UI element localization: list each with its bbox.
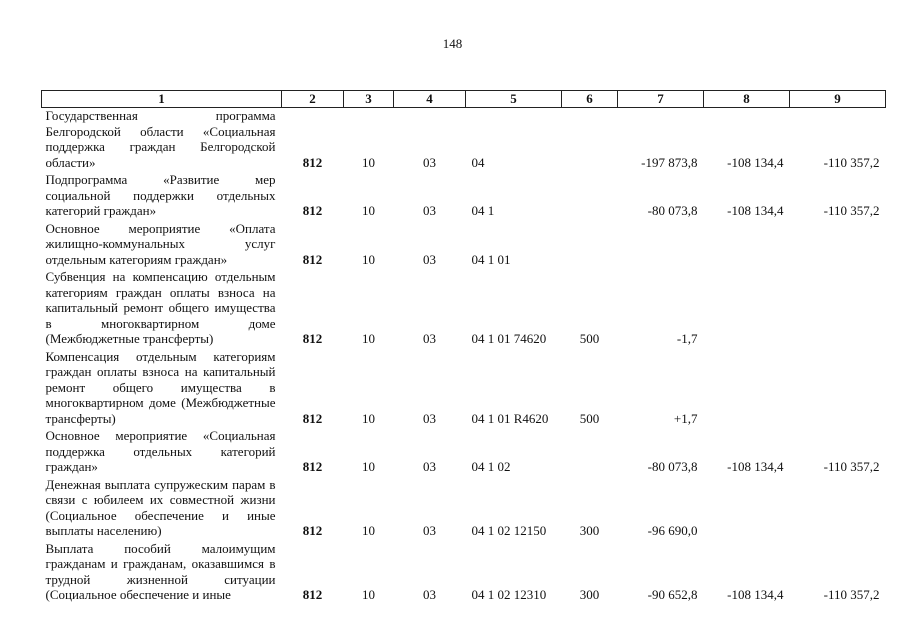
table-row [42,269,886,349]
cell-subsection: 03 [423,331,436,346]
page-number: 148 [442,36,463,51]
cell-ministry: 812 [302,154,323,170]
column-header: 3 [344,91,394,108]
cell-ministry: 812 [302,410,323,426]
cell-amount-3 [790,477,886,541]
header-row [42,91,886,108]
cell-target-code: 04 1 01 R4620 [471,410,549,426]
cell-amount-1: -197 873,8 [641,154,698,170]
row-description: Основное мероприятие «Оплата жилищно-коммунальных услуг отдельным категориям граждан» [45,220,276,267]
row-description: Компенсация отдельным категориям граждан оплаты взноса на капитальный ремонт общего имущества в многоквартирном доме (Межбюджетные трансферты) [45,348,276,426]
cell-expense-type [562,172,618,221]
column-header: 4 [394,91,466,108]
cell-amount-2: -108 134,4 [727,459,784,474]
cell-section: 10 [362,459,375,474]
cell-amount-1: -1,7 [676,331,698,346]
cell-ministry: 812 [302,523,323,538]
cell-ministry: 812 [302,251,323,267]
cell-section: 10 [362,523,375,538]
cell-amount-1 [618,221,704,270]
table-row [42,108,886,173]
cell-amount-2 [704,221,790,270]
column-header: 5 [466,91,562,108]
cell-ministry: 812 [302,331,323,346]
cell-section: 10 [362,331,375,346]
cell-ministry: 812 [302,587,323,602]
column-header: 6 [562,91,618,108]
cell-target-code: 04 1 02 [471,459,511,474]
column-header: 7 [618,91,704,108]
cell-amount-2 [704,349,790,429]
row-description: Основное мероприятие «Социальная поддержка отдельных категорий граждан» [45,428,276,474]
row-description: Подпрограмма «Развитие мер социальной поддержки отдельных категорий граждан» [45,172,276,218]
column-header: 2 [282,91,344,108]
row-description: Государственная программа Белгородской области «Социальная поддержка граждан Белгородской области» [45,108,276,170]
cell-subsection: 03 [423,251,436,267]
cell-section: 10 [362,154,375,170]
cell-section: 10 [362,587,375,602]
cell-amount-2: -108 134,4 [727,154,784,170]
cell-amount-2 [704,477,790,541]
cell-subsection: 03 [423,523,436,538]
table-row [42,221,886,270]
table-row [42,349,886,429]
cell-target-code: 04 1 01 [471,251,511,267]
cell-section: 10 [362,203,375,218]
cell-amount-3 [790,221,886,270]
cell-expense-type: 500 [579,331,600,346]
cell-amount-1: -80 073,8 [647,203,698,218]
cell-subsection: 03 [423,410,436,426]
cell-amount-3: -110 357,2 [823,154,880,170]
budget-table [41,90,886,605]
column-header: 9 [790,91,886,108]
cell-expense-type [562,221,618,270]
cell-expense-type [562,108,618,173]
table-row [42,477,886,541]
cell-target-code: 04 1 [471,203,495,218]
cell-ministry: 812 [302,203,323,218]
table-row [42,541,886,605]
row-description: Субвенция на компенсацию отдельным категориям граждан оплаты взноса на капитальный ремонт общего имущества в многоквартирном доме (Межбюджетные трансферты) [45,269,276,346]
column-header: 8 [704,91,790,108]
cell-subsection: 03 [423,587,436,602]
cell-amount-2: -108 134,4 [727,203,784,218]
cell-ministry: 812 [302,459,323,474]
cell-subsection: 03 [423,459,436,474]
cell-amount-2: -108 134,4 [727,587,784,602]
cell-amount-1: -96 690,0 [647,523,698,538]
cell-expense-type: 500 [579,410,600,426]
cell-amount-1: +1,7 [673,410,698,426]
cell-target-code: 04 1 02 12310 [471,587,547,602]
cell-section: 10 [362,251,375,267]
cell-amount-1: -80 073,8 [647,459,698,474]
cell-amount-3: -110 357,2 [823,459,880,474]
table-row [42,172,886,221]
cell-expense-type [562,428,618,477]
cell-section: 10 [362,410,375,426]
cell-subsection: 03 [423,154,436,170]
cell-target-code: 04 [471,154,485,170]
row-description: Выплата пособий малоимущим гражданам и гражданам, оказавшимся в трудной жизненной ситуации (Социальное обеспечение и иные [45,540,276,602]
cell-target-code: 04 1 01 74620 [471,331,547,346]
cell-amount-3: -110 357,2 [823,203,880,218]
cell-target-code: 04 1 02 12150 [471,523,547,538]
cell-amount-3: -110 357,2 [823,587,880,602]
row-description: Денежная выплата супружеским парам в связи с юбилеем их совместной жизни (Социальное обеспечение и иные выплаты населению) [45,476,276,538]
table-row [42,428,886,477]
cell-amount-2 [704,269,790,349]
cell-amount-1: -90 652,8 [647,587,698,602]
cell-expense-type: 300 [579,523,600,538]
cell-expense-type: 300 [579,587,600,602]
cell-amount-3 [790,349,886,429]
cell-amount-3 [790,269,886,349]
cell-subsection: 03 [423,203,436,218]
column-header: 1 [42,91,282,108]
